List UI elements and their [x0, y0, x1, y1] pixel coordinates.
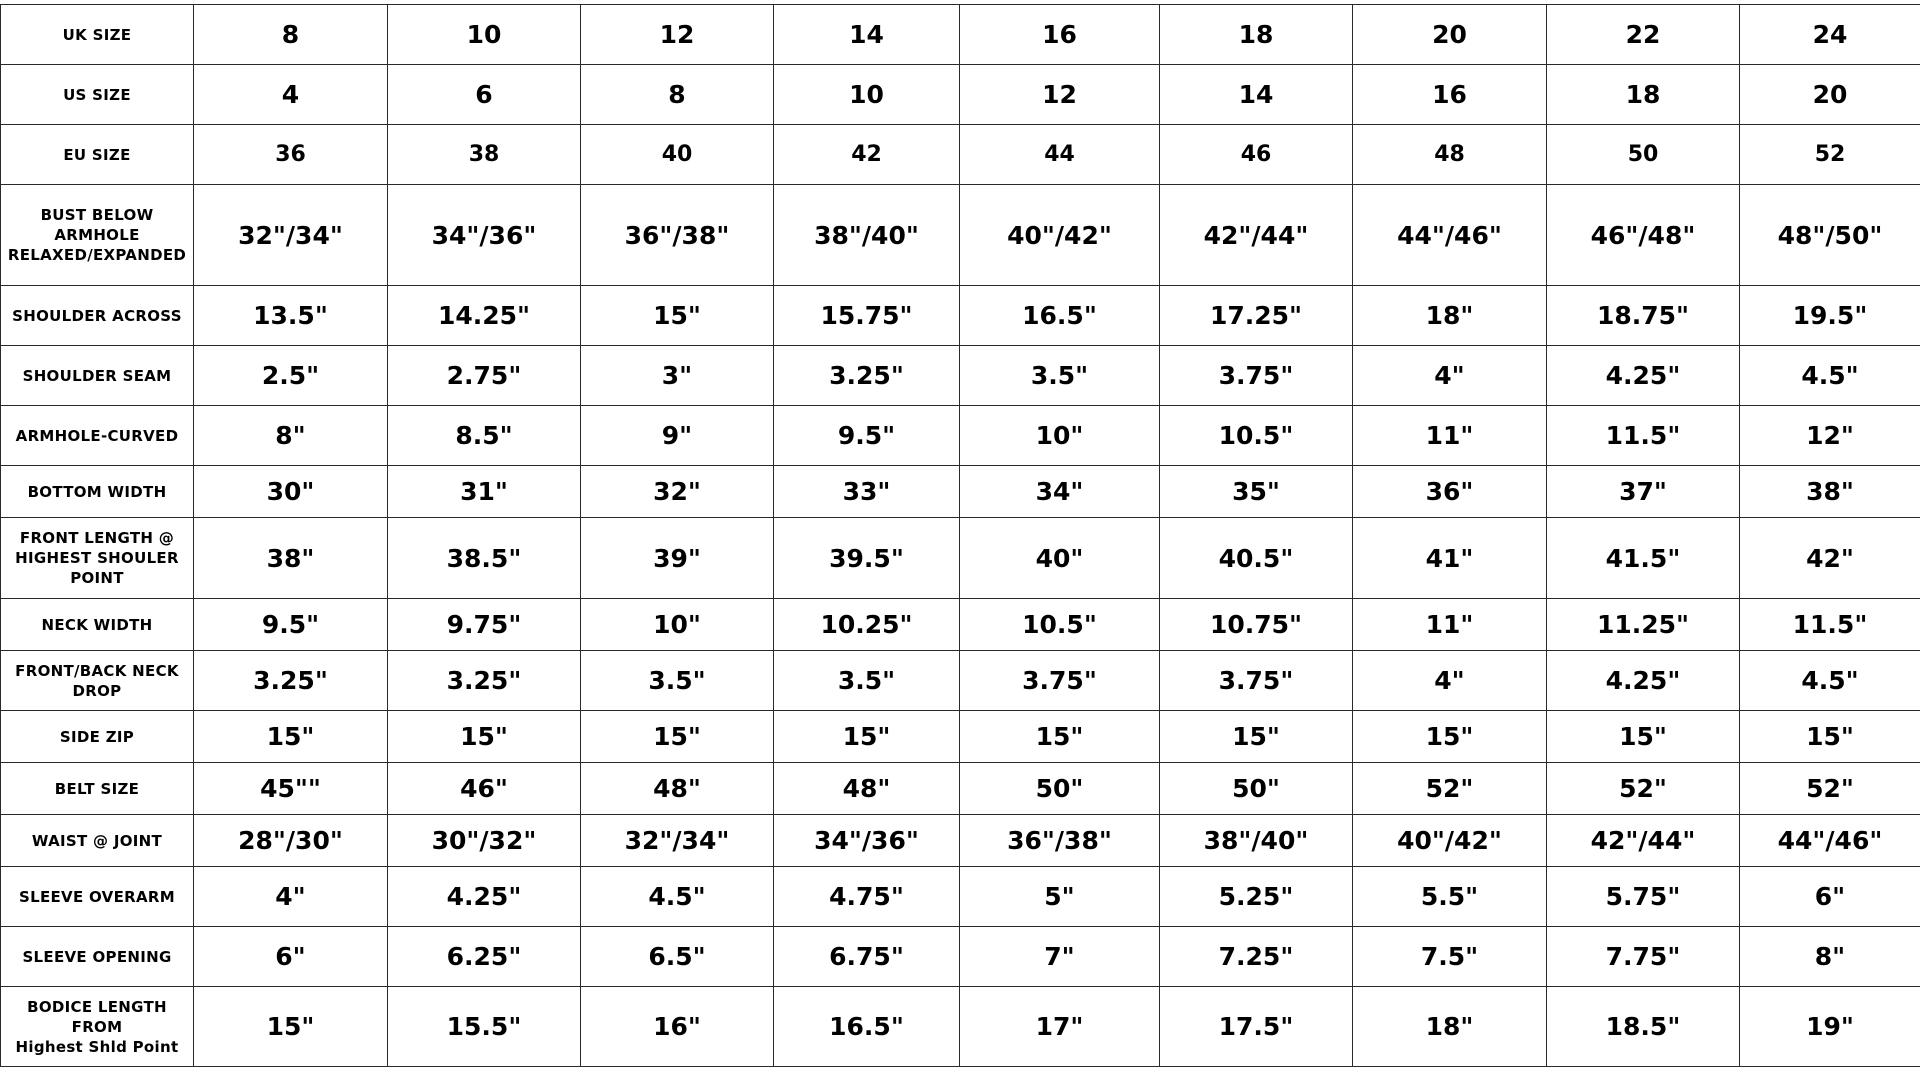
size-value-cell: 18.75"	[1547, 286, 1740, 346]
size-value-cell: 3.5"	[960, 346, 1160, 406]
table-row	[1, 815, 1920, 867]
size-value-cell: 14.25"	[388, 286, 581, 346]
size-value-cell: 44	[960, 125, 1160, 185]
row-label-text: SLEEVE OPENING	[22, 947, 172, 966]
size-value-cell: 39.5"	[774, 518, 960, 599]
row-label	[1, 987, 194, 1067]
size-value-cell: 48"	[581, 763, 774, 815]
row-label	[1, 927, 194, 987]
size-value-cell: 50	[1547, 125, 1740, 185]
size-value-cell: 24	[1740, 5, 1920, 65]
size-value-cell: 10.5"	[960, 599, 1160, 651]
size-value-cell: 15"	[1547, 711, 1740, 763]
row-label-text: SHOULDER SEAM	[22, 366, 172, 385]
size-value-cell: 12	[960, 65, 1160, 125]
size-value-cell: 16.5"	[960, 286, 1160, 346]
size-value-cell: 4.5"	[1740, 346, 1920, 406]
table-row	[1, 65, 1920, 125]
size-value-cell: 46"/48"	[1547, 185, 1740, 286]
table-row	[1, 599, 1920, 651]
size-value-cell: 9.75"	[388, 599, 581, 651]
size-value-cell: 15"	[581, 711, 774, 763]
size-value-cell: 3.5"	[581, 651, 774, 711]
size-value-cell: 8.5"	[388, 406, 581, 466]
size-value-cell: 2.5"	[194, 346, 388, 406]
size-value-cell: 3.75"	[1160, 346, 1353, 406]
row-label	[1, 651, 194, 711]
size-value-cell: 6"	[194, 927, 388, 987]
size-chart-body	[1, 5, 1920, 1067]
size-value-cell: 14	[774, 5, 960, 65]
row-label	[1, 65, 194, 125]
size-value-cell: 42"/44"	[1160, 185, 1353, 286]
size-value-cell: 37"	[1547, 466, 1740, 518]
size-value-cell: 35"	[1160, 466, 1353, 518]
size-value-cell: 10.25"	[774, 599, 960, 651]
size-value-cell: 6.5"	[581, 927, 774, 987]
row-label-text: FRONT LENGTH @ HIGHEST SHOULER POINT	[15, 529, 179, 587]
row-label	[1, 518, 194, 599]
size-value-cell: 32"/34"	[581, 815, 774, 867]
size-value-cell: 52"	[1353, 763, 1547, 815]
size-value-cell: 3.5"	[774, 651, 960, 711]
size-value-cell: 4.5"	[1740, 651, 1920, 711]
size-value-cell: 6.75"	[774, 927, 960, 987]
size-value-cell: 42"	[1740, 518, 1920, 599]
size-value-cell: 6.25"	[388, 927, 581, 987]
table-row	[1, 5, 1920, 65]
size-value-cell: 10.5"	[1160, 406, 1353, 466]
row-label-text: EU SIZE	[63, 145, 131, 164]
size-value-cell: 15"	[1160, 711, 1353, 763]
size-value-cell: 2.75"	[388, 346, 581, 406]
table-row	[1, 867, 1920, 927]
size-value-cell: 15"	[388, 711, 581, 763]
size-value-cell: 15.5"	[388, 987, 581, 1067]
size-value-cell: 16.5"	[774, 987, 960, 1067]
row-label-text: BODICE LENGTH FROM	[27, 997, 167, 1036]
row-label	[1, 5, 194, 65]
row-label-text: SHOULDER ACROSS	[12, 306, 182, 325]
size-value-cell: 9.5"	[774, 406, 960, 466]
size-value-cell: 41.5"	[1547, 518, 1740, 599]
size-value-cell: 7.25"	[1160, 927, 1353, 987]
row-label	[1, 185, 194, 286]
size-value-cell: 10"	[960, 406, 1160, 466]
row-label-text: FRONT/BACK NECK DROP	[15, 661, 179, 700]
size-value-cell: 18	[1160, 5, 1353, 65]
size-value-cell: 7.5"	[1353, 927, 1547, 987]
size-value-cell: 38.5"	[388, 518, 581, 599]
row-label	[1, 763, 194, 815]
size-value-cell: 7"	[960, 927, 1160, 987]
table-row	[1, 651, 1920, 711]
size-value-cell: 38	[388, 125, 581, 185]
size-value-cell: 38"/40"	[774, 185, 960, 286]
size-value-cell: 9.5"	[194, 599, 388, 651]
size-value-cell: 34"/36"	[388, 185, 581, 286]
size-value-cell: 7.75"	[1547, 927, 1740, 987]
size-value-cell: 12	[581, 5, 774, 65]
size-value-cell: 19"	[1740, 987, 1920, 1067]
size-value-cell: 11"	[1353, 599, 1547, 651]
size-value-cell: 20	[1740, 65, 1920, 125]
size-value-cell: 11.5"	[1547, 406, 1740, 466]
size-value-cell: 15"	[1353, 711, 1547, 763]
row-label-text: US SIZE	[63, 85, 131, 104]
row-label	[1, 125, 194, 185]
table-row	[1, 711, 1920, 763]
size-value-cell: 4.25"	[1547, 651, 1740, 711]
size-value-cell: 18"	[1353, 987, 1547, 1067]
size-value-cell: 34"/36"	[774, 815, 960, 867]
size-value-cell: 4.5"	[581, 867, 774, 927]
size-value-cell: 15"	[774, 711, 960, 763]
size-value-cell: 11"	[1353, 406, 1547, 466]
row-label-text: WAIST @ JOINT	[31, 831, 163, 850]
size-value-cell: 32"/34"	[194, 185, 388, 286]
size-value-cell: 10.75"	[1160, 599, 1353, 651]
size-value-cell: 41"	[1353, 518, 1547, 599]
size-value-cell: 4"	[194, 867, 388, 927]
size-value-cell: 16"	[581, 987, 774, 1067]
size-value-cell: 48	[1353, 125, 1547, 185]
row-label	[1, 815, 194, 867]
size-value-cell: 4.25"	[388, 867, 581, 927]
size-value-cell: 38"	[1740, 466, 1920, 518]
size-value-cell: 4.25"	[1547, 346, 1740, 406]
table-row	[1, 927, 1920, 987]
size-value-cell: 22	[1547, 5, 1740, 65]
size-value-cell: 8	[194, 5, 388, 65]
size-value-cell: 5.25"	[1160, 867, 1353, 927]
size-value-cell: 3.75"	[960, 651, 1160, 711]
size-value-cell: 42"/44"	[1547, 815, 1740, 867]
size-value-cell: 4	[194, 65, 388, 125]
size-value-cell: 50"	[1160, 763, 1353, 815]
size-value-cell: 52"	[1740, 763, 1920, 815]
size-value-cell: 40.5"	[1160, 518, 1353, 599]
size-value-cell: 40"/42"	[1353, 815, 1547, 867]
size-value-cell: 36"/38"	[581, 185, 774, 286]
size-value-cell: 15"	[194, 711, 388, 763]
table-row	[1, 406, 1920, 466]
row-label-text: UK SIZE	[62, 25, 132, 44]
size-value-cell: 12"	[1740, 406, 1920, 466]
size-value-cell: 32"	[581, 466, 774, 518]
size-value-cell: 17.25"	[1160, 286, 1353, 346]
size-value-cell: 14	[1160, 65, 1353, 125]
size-value-cell: 30"/32"	[388, 815, 581, 867]
size-value-cell: 33"	[774, 466, 960, 518]
size-value-cell: 6	[388, 65, 581, 125]
size-value-cell: 48"	[774, 763, 960, 815]
size-value-cell: 18	[1547, 65, 1740, 125]
size-value-cell: 34"	[960, 466, 1160, 518]
table-row	[1, 125, 1920, 185]
size-value-cell: 40"	[960, 518, 1160, 599]
size-value-cell: 38"	[194, 518, 388, 599]
row-label-text: NECK WIDTH	[41, 615, 153, 634]
size-value-cell: 19.5"	[1740, 286, 1920, 346]
size-chart-table	[0, 4, 1920, 1067]
size-value-cell: 15"	[1740, 711, 1920, 763]
size-value-cell: 8"	[1740, 927, 1920, 987]
size-value-cell: 17.5"	[1160, 987, 1353, 1067]
size-value-cell: 16	[960, 5, 1160, 65]
size-value-cell: 40	[581, 125, 774, 185]
table-row	[1, 763, 1920, 815]
size-value-cell: 52	[1740, 125, 1920, 185]
size-value-cell: 17"	[960, 987, 1160, 1067]
row-label-text: BELT SIZE	[54, 779, 140, 798]
size-value-cell: 3"	[581, 346, 774, 406]
size-value-cell: 39"	[581, 518, 774, 599]
size-value-cell: 11.25"	[1547, 599, 1740, 651]
row-label-text: ARMHOLE-CURVED	[15, 426, 179, 445]
size-value-cell: 38"/40"	[1160, 815, 1353, 867]
size-value-cell: 10	[388, 5, 581, 65]
size-value-cell: 4.75"	[774, 867, 960, 927]
size-value-cell: 42	[774, 125, 960, 185]
size-value-cell: 4"	[1353, 346, 1547, 406]
table-row	[1, 185, 1920, 286]
size-value-cell: 40"/42"	[960, 185, 1160, 286]
size-value-cell: 10"	[581, 599, 774, 651]
size-value-cell: 15"	[194, 987, 388, 1067]
size-value-cell: 5.5"	[1353, 867, 1547, 927]
size-value-cell: 18.5"	[1547, 987, 1740, 1067]
size-value-cell: 4"	[1353, 651, 1547, 711]
size-value-cell: 36"/38"	[960, 815, 1160, 867]
size-value-cell: 36	[194, 125, 388, 185]
table-row	[1, 987, 1920, 1067]
table-row	[1, 346, 1920, 406]
size-value-cell: 15"	[581, 286, 774, 346]
row-label	[1, 466, 194, 518]
size-value-cell: 3.75"	[1160, 651, 1353, 711]
size-value-cell: 16	[1353, 65, 1547, 125]
row-label-text: SIDE ZIP	[59, 727, 135, 746]
table-row	[1, 466, 1920, 518]
row-label	[1, 867, 194, 927]
size-value-cell: 8"	[194, 406, 388, 466]
size-value-cell: 50"	[960, 763, 1160, 815]
row-label-subtext: Highest Shld Point	[15, 1037, 179, 1056]
row-label	[1, 711, 194, 763]
size-value-cell: 44"/46"	[1740, 815, 1920, 867]
size-value-cell: 3.25"	[194, 651, 388, 711]
size-value-cell: 46"	[388, 763, 581, 815]
size-value-cell: 48"/50"	[1740, 185, 1920, 286]
row-label	[1, 346, 194, 406]
size-value-cell: 18"	[1353, 286, 1547, 346]
size-value-cell: 52"	[1547, 763, 1740, 815]
row-label-text: BUST BELOW ARMHOLE RELAXED/EXPANDED	[7, 206, 187, 264]
size-value-cell: 6"	[1740, 867, 1920, 927]
row-label	[1, 599, 194, 651]
size-value-cell: 28"/30"	[194, 815, 388, 867]
size-value-cell: 31"	[388, 466, 581, 518]
size-value-cell: 30"	[194, 466, 388, 518]
row-label	[1, 406, 194, 466]
size-value-cell: 15"	[960, 711, 1160, 763]
size-value-cell: 5"	[960, 867, 1160, 927]
size-value-cell: 46	[1160, 125, 1353, 185]
table-row	[1, 286, 1920, 346]
size-value-cell: 11.5"	[1740, 599, 1920, 651]
size-value-cell: 15.75"	[774, 286, 960, 346]
size-value-cell: 36"	[1353, 466, 1547, 518]
row-label-text: SLEEVE OVERARM	[19, 887, 175, 906]
row-label-text: BOTTOM WIDTH	[27, 482, 167, 501]
size-value-cell: 3.25"	[774, 346, 960, 406]
table-row	[1, 518, 1920, 599]
size-value-cell: 10	[774, 65, 960, 125]
size-value-cell: 13.5"	[194, 286, 388, 346]
size-value-cell: 20	[1353, 5, 1547, 65]
size-value-cell: 3.25"	[388, 651, 581, 711]
size-value-cell: 44"/46"	[1353, 185, 1547, 286]
size-value-cell: 5.75"	[1547, 867, 1740, 927]
row-label	[1, 286, 194, 346]
size-value-cell: 45""	[194, 763, 388, 815]
size-value-cell: 8	[581, 65, 774, 125]
size-value-cell: 9"	[581, 406, 774, 466]
